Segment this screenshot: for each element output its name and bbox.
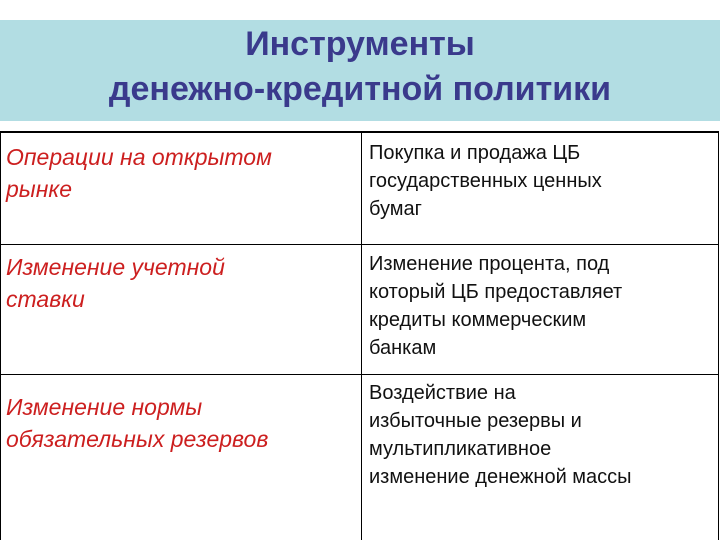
- instrument-line: обязательных резервов: [6, 426, 269, 452]
- table-row-discount-rate: [1, 245, 718, 375]
- title-line-1: Инструменты: [245, 25, 475, 63]
- description-line: банкам: [369, 337, 437, 359]
- description-cell: [362, 133, 718, 244]
- description-line: бумаг: [369, 198, 422, 220]
- description-line: Воздействие на: [369, 382, 516, 404]
- description-line: изменение денежной массы: [369, 466, 632, 488]
- instrument-cell: [1, 375, 362, 540]
- title-line-2: денежно-кредитной политики: [108, 70, 612, 108]
- instrument-line: рынке: [6, 176, 73, 202]
- description-cell: [362, 375, 718, 540]
- table-border-right: [718, 131, 719, 540]
- instruments-table: [1, 131, 718, 540]
- description-line: государственных ценных: [369, 170, 602, 192]
- description-line: Изменение процента, под: [369, 253, 610, 275]
- page-title: [0, 22, 720, 112]
- description-line: кредиты коммерческим: [369, 309, 587, 331]
- description-line: Покупка и продажа ЦБ: [369, 142, 581, 164]
- description-line: мультипликативное: [369, 438, 552, 460]
- instrument-cell: [1, 245, 362, 374]
- instrument-line: ставки: [6, 286, 85, 312]
- table-row-open-market: [1, 133, 718, 245]
- instrument-line: Операции на открытом: [6, 144, 272, 170]
- instrument-line: Изменение учетной: [6, 254, 225, 280]
- description-cell: [362, 245, 718, 374]
- description-line: который ЦБ предоставляет: [369, 281, 623, 303]
- instrument-line: Изменение нормы: [6, 394, 203, 420]
- description-line: избыточные резервы и: [369, 410, 582, 432]
- instrument-cell: [1, 133, 362, 244]
- table-row-reserve-requirement: [1, 375, 718, 540]
